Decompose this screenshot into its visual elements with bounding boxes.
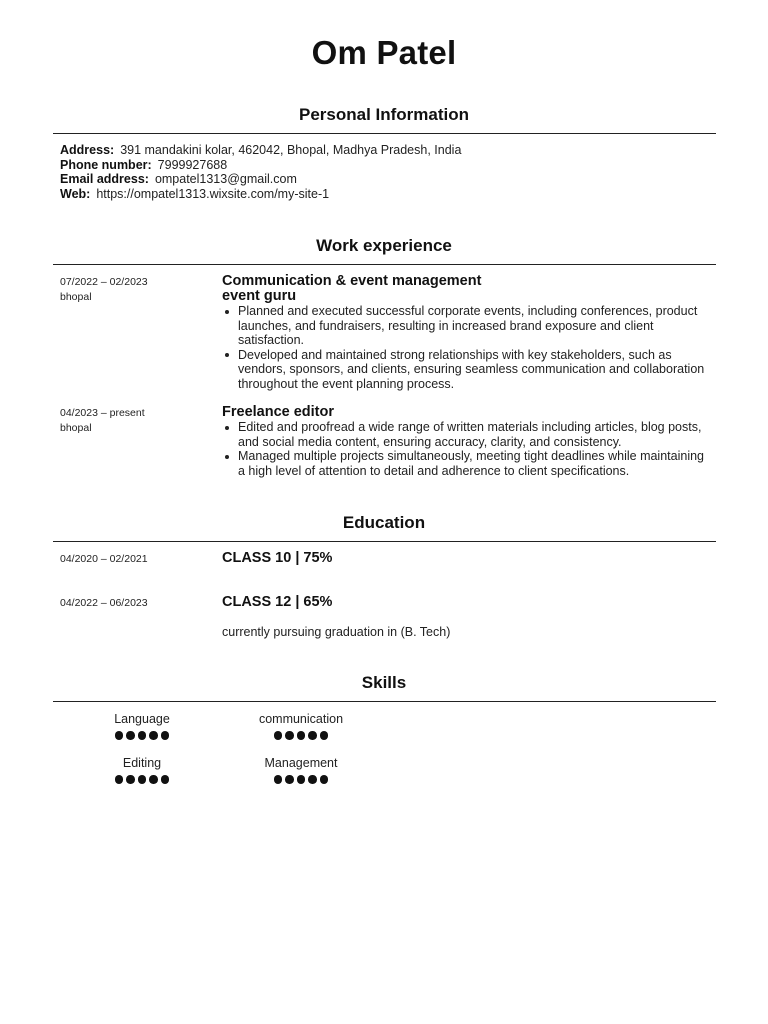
phone-row [60, 158, 461, 173]
email-label: Email address: [60, 172, 149, 187]
education-note: currently pursuing graduation in (B. Tech) [222, 625, 451, 639]
section-divider [53, 133, 716, 134]
work-entry-2 [222, 405, 714, 478]
work-entry-dates: 04/2023 – present [60, 407, 145, 419]
rating-dot [297, 731, 306, 740]
education-entry-2 [222, 594, 714, 610]
rating-dot [149, 731, 158, 740]
section-title-education: Education [342, 513, 426, 532]
job-title: Freelance editor [222, 404, 335, 420]
work-entry-2-meta [60, 406, 145, 435]
rating-dot [297, 775, 306, 784]
skill-name: Editing [122, 756, 162, 770]
address-row [60, 143, 461, 158]
skill-rating [82, 731, 202, 740]
rating-dot [308, 775, 317, 784]
skill-rating [82, 775, 202, 784]
section-title-skills: Skills [361, 673, 407, 692]
skill-language [82, 712, 202, 740]
skill-name: Management [264, 756, 338, 770]
work-entry-location: bhopal [60, 290, 92, 303]
rating-dot [285, 731, 294, 740]
bullet-item: Developed and maintained strong relationships with key stakeholders, such as vendors, sponsors, and clients, ensuring seamless communication and collaboration throughout the event planning process. [222, 348, 714, 392]
rating-dot [126, 775, 135, 784]
job-bullets [222, 304, 714, 391]
job-bullets [222, 420, 714, 478]
skill-communication [241, 712, 361, 740]
section-divider [53, 264, 716, 265]
rating-dot [274, 775, 283, 784]
section-title-work: Work experience [316, 236, 452, 255]
rating-dot [161, 731, 170, 740]
email-row [60, 172, 461, 187]
address-label: Address: [60, 143, 115, 157]
rating-dot [115, 731, 124, 740]
education-entry-2-dates: 04/2022 – 06/2023 [60, 597, 148, 609]
skill-rating [241, 775, 361, 784]
bullet-item: Edited and proofread a wide range of written materials including articles, blog posts, and social media content, ensuring accuracy, clarity, and consistency. [222, 420, 714, 449]
rating-dot [308, 731, 317, 740]
education-entry-1-dates: 04/2020 – 02/2021 [60, 553, 148, 565]
bullet-item: Planned and executed successful corporate events, including conferences, product launches, and fundraisers, resulting in increased brand exposure and client satisfaction. [222, 304, 714, 348]
job-title: Communication & event management [222, 273, 482, 289]
rating-dot [161, 775, 170, 784]
section-divider [53, 541, 716, 542]
section-divider [53, 701, 716, 702]
phone-label: Phone number: [60, 157, 152, 172]
work-entry-dates: 07/2022 – 02/2023 [60, 276, 148, 288]
web-label: Web: [60, 187, 91, 202]
rating-dot [138, 775, 147, 784]
rating-dot [115, 775, 124, 784]
skill-rating [241, 731, 361, 740]
rating-dot [274, 731, 283, 740]
education-title: CLASS 12 | 65% [222, 594, 333, 610]
candidate-name: Om Patel [311, 34, 457, 71]
skill-management [241, 756, 361, 784]
web-row [60, 187, 461, 202]
rating-dot [320, 731, 329, 740]
phone-value: 7999927688 [157, 157, 228, 172]
rating-dot [138, 731, 147, 740]
personal-info [60, 143, 461, 202]
rating-dot [285, 775, 294, 784]
skill-editing [82, 756, 202, 784]
skill-name: communication [258, 712, 344, 726]
work-entry-1 [222, 274, 714, 391]
company-name: event guru [222, 288, 297, 304]
rating-dot [149, 775, 158, 784]
rating-dot [126, 731, 135, 740]
rating-dot [320, 775, 329, 784]
section-title-personal: Personal Information [298, 105, 470, 124]
address-value: 391 mandakini kolar, 462042, Bhopal, Madhya Pradesh, India [120, 143, 462, 157]
skill-name: Language [114, 712, 170, 726]
education-title: CLASS 10 | 75% [222, 550, 333, 566]
email-value: ompatel1313@gmail.com [154, 172, 297, 187]
web-link[interactable]: https://ompatel1313.wixsite.com/my-site-1 [96, 187, 330, 202]
bullet-item: Managed multiple projects simultaneously, meeting tight deadlines while maintaining a high level of attention to detail and adherence to client specifications. [222, 449, 714, 478]
work-entry-location: bhopal [60, 421, 92, 434]
work-entry-1-meta [60, 275, 148, 304]
education-entry-1 [222, 550, 714, 566]
